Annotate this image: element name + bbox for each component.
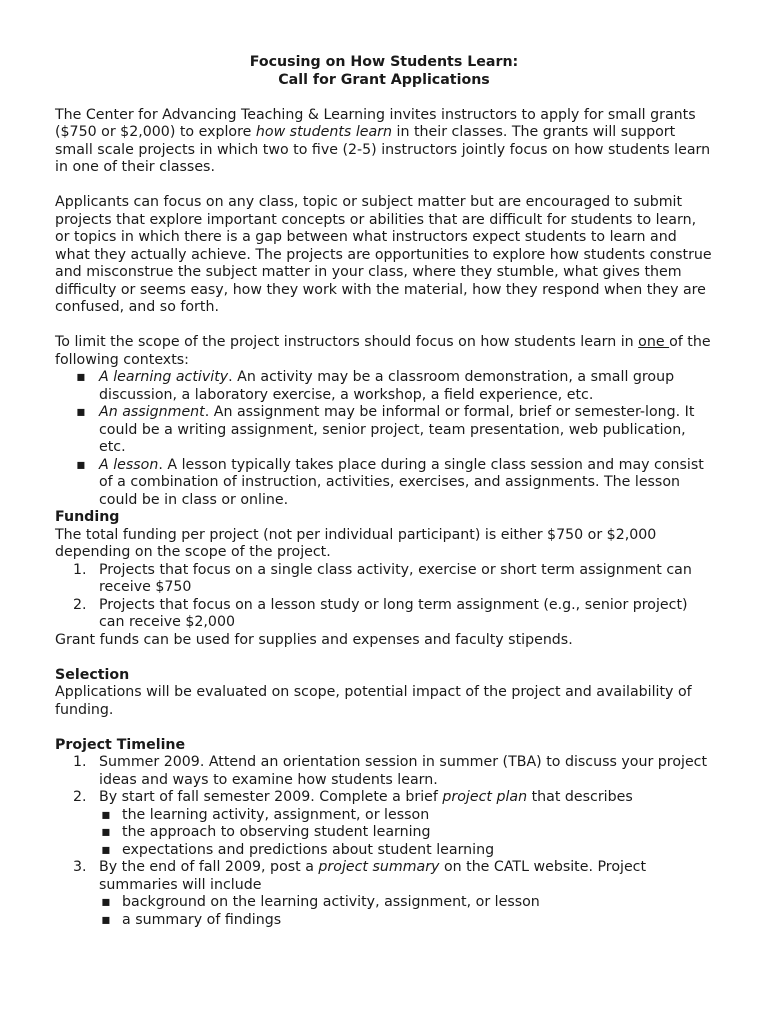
sub-list-item: ▪ expectations and predictions about student learning (99, 842, 713, 860)
list-item-text: Projects that focus on a single class activity, exercise or short term assignment can receive $750 (99, 561, 692, 595)
list-item (55, 562, 713, 597)
list-item-text: Projects that focus on a lesson study or long term assignment (e.g., senior project) can receive $2,000 (99, 596, 688, 630)
intro-paragraph (55, 107, 713, 177)
list-item-text: Summer 2009. Attend an orientation session in summer (TBA) to discuss your project ideas and ways to examine how students learn. (99, 754, 708, 788)
contexts-list (55, 369, 713, 509)
list-number: 1. (73, 754, 87, 770)
funding-note: Grant funds can be used for supplies and expenses and faculty stipends. (55, 631, 573, 648)
intro-text-1: The Center for Advancing Teaching & Learning invites instructors to apply for small grants ($750 or $2,000) to explore (55, 106, 696, 140)
context-term: An assignment (99, 404, 205, 420)
list-item-emphasis: project plan (442, 789, 528, 805)
selection-text: Applications will be evaluated on scope, potential impact of the project and availability of funding. (55, 684, 692, 718)
applicants-paragraph: Applicants can focus on any class, topic or subject matter but are encouraged to submit projects that explore important concepts or abilities that are difficult for students to learn, or topics in which there is a gap between what instructors expect students to learn and what they actually achieve. The projects are opportunities to explore how students construe and misconstrue the subject matter in your class, where they stumble, what gives them difficulty or seems easy, how they work with the material, how they respond when they are confused, and so forth. (55, 194, 712, 315)
list-number: 2. (73, 789, 87, 805)
summary-sublist (99, 894, 713, 929)
scope-paragraph (55, 334, 713, 369)
list-item (55, 457, 713, 510)
list-number: 2. (73, 596, 87, 613)
list-item-emphasis: project summary (318, 859, 440, 875)
intro-text-2: in their classes. The grants will support small scale projects in which two to five (2-5) instructors jointly focus on how students learn in one of their classes. (55, 124, 711, 175)
sub-list-item: ▪ a summary of findings (99, 912, 713, 930)
scope-underlined: one (638, 334, 670, 350)
selection-heading: Selection (55, 666, 130, 683)
scope-text-1: To limit the scope of the project instructors should focus on how students learn in (55, 334, 639, 350)
sub-list-item: ▪ the approach to observing student learning (99, 824, 713, 842)
document-title (55, 54, 713, 89)
scope-text-2: of the following contexts: (55, 334, 711, 368)
list-item (55, 369, 713, 404)
context-text: . An activity may be a classroom demonstration, a small group discussion, a laboratory exercise, a workshop, a field experience, etc. (99, 369, 675, 403)
list-item-text-post: that describes (527, 789, 633, 805)
funding-heading: Funding (55, 509, 120, 525)
context-term: A lesson (99, 456, 159, 473)
sub-list-item: ▪ the learning activity, assignment, or lesson (99, 807, 713, 825)
list-number: 1. (73, 561, 87, 578)
list-item (55, 789, 713, 859)
funding-list (55, 562, 713, 632)
list-number: 3. (73, 859, 87, 875)
list-item-text-post: on the CATL website. Project summaries will include (99, 859, 647, 893)
timeline-list (55, 754, 713, 929)
context-text: . An assignment may be informal or formal, brief or semester-long. It could be a writing assignment, senior project, team presentation, web publication, etc. (99, 404, 695, 455)
timeline-heading: Project Timeline (55, 736, 186, 753)
sub-list-item: ▪ background on the learning activity, assignment, or lesson (99, 894, 713, 912)
list-item (55, 859, 713, 929)
intro-emphasis: how students learn (255, 124, 393, 140)
funding-text: The total funding per project (not per individual participant) is either $750 or $2,000 depending on the scope of the project. (55, 526, 657, 560)
title-line-1: Focusing on How Students Learn: (249, 54, 519, 70)
list-item-text-pre: By start of fall semester 2009. Complete a brief (99, 789, 443, 805)
title-line-2: Call for Grant Applications (278, 71, 490, 88)
plan-sublist (99, 807, 713, 860)
list-item (55, 597, 713, 632)
context-term: A learning activity (99, 369, 229, 385)
context-text: . A lesson typically takes place during a single class session and may consist of a combination of instruction, activities, exercises, and assignments. The lesson could be in class or online. (99, 456, 704, 508)
list-item-text-pre: By the end of fall 2009, post a (99, 859, 319, 875)
list-item (55, 754, 713, 789)
list-item (55, 404, 713, 457)
